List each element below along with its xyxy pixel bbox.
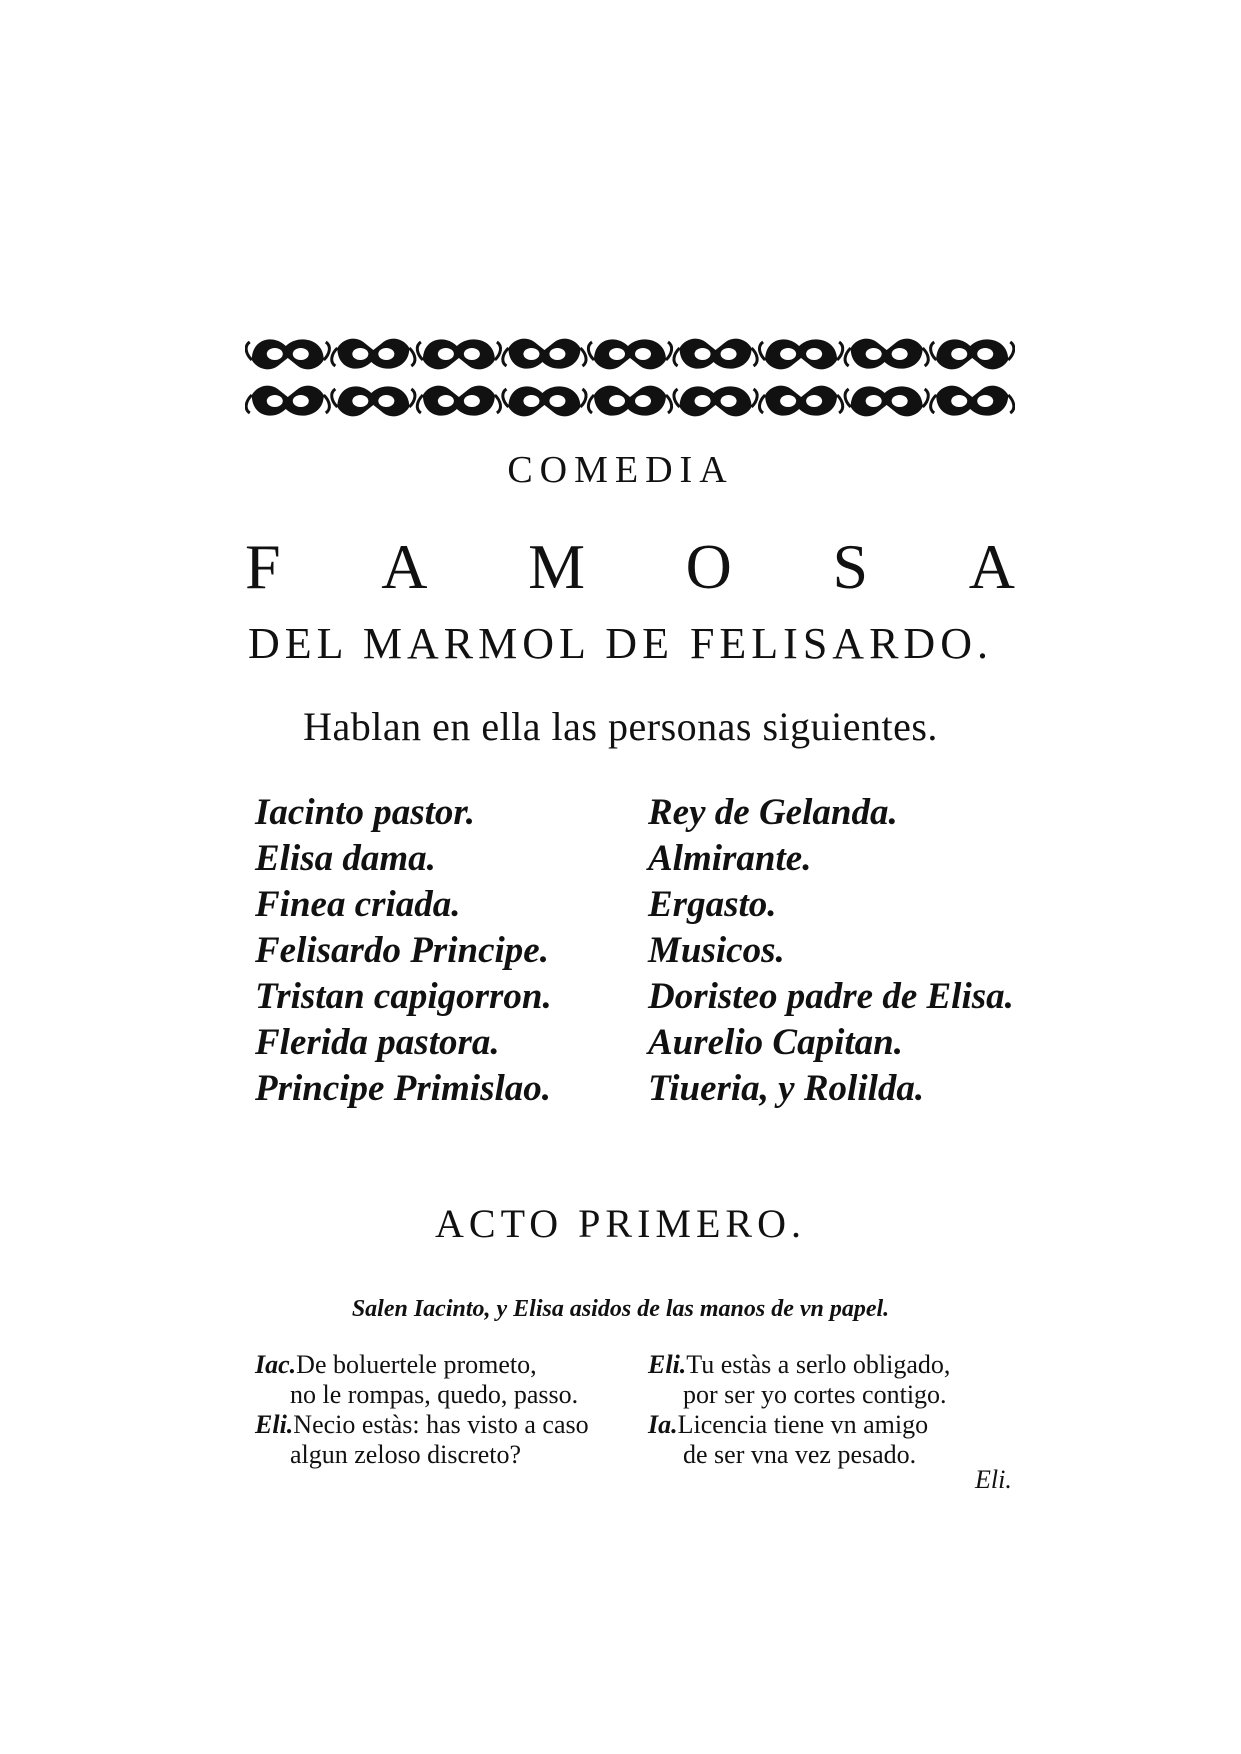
cast-member: Iacinto pastor.: [255, 792, 475, 833]
famosa-letter: F: [245, 531, 281, 602]
cast-member: Flerida pastora.: [255, 1022, 500, 1063]
cast-list-right: [648, 790, 1014, 1112]
speaker-label: Ia.: [648, 1410, 678, 1439]
verse-text: algun zeloso discreto?: [290, 1440, 522, 1469]
title-famosa: [245, 531, 1015, 605]
ornament-knot: [674, 386, 757, 416]
ornament-knot: [332, 339, 415, 369]
verse-text: Tu estàs a serlo obligado,: [686, 1350, 951, 1379]
verse-text: De boluertele prometo,: [296, 1350, 537, 1379]
verse-line: [255, 1440, 589, 1470]
verse-text: Necio estàs: has visto a caso: [293, 1410, 589, 1439]
ornament-knot: [503, 386, 586, 416]
verse-line: [255, 1350, 589, 1380]
ornament-knot: [759, 339, 842, 369]
ornament-knot: [931, 386, 1014, 416]
ornament-knot: [674, 339, 757, 369]
speaker-label: Iac.: [255, 1350, 297, 1379]
ornament-knot: [246, 386, 329, 416]
speaker-label: Eli.: [648, 1350, 687, 1379]
verse-line: [255, 1380, 589, 1410]
dramatis-personae-heading: Hablan en ella las personas siguientes.: [303, 704, 938, 749]
cast-list-left: [255, 790, 552, 1112]
cast-member: Rey de Gelanda.: [648, 792, 898, 833]
verse-text: Licencia tiene vn amigo: [677, 1410, 929, 1439]
cast-member: Felisardo Principe.: [255, 930, 549, 971]
verse-line: [255, 1410, 589, 1440]
ornament-knot: [845, 386, 928, 416]
famosa-letter: O: [685, 531, 732, 602]
verse-line: [648, 1410, 950, 1440]
dialogue-column-left: [255, 1350, 589, 1470]
verse-line: [648, 1350, 950, 1380]
stage-direction: Salen Iacinto, y Elisa asidos de las manos de vn papel.: [351, 1296, 890, 1322]
cast-member: Elisa dama.: [255, 838, 436, 879]
cast-member: Almirante.: [648, 838, 812, 879]
speaker-label: Eli.: [255, 1410, 294, 1439]
ornament-knot: [332, 386, 415, 416]
famosa-letter: A: [968, 531, 1015, 602]
famosa-letter: M: [528, 531, 585, 602]
decorative-border-ornament: [245, 330, 1015, 425]
verse-line: [648, 1440, 950, 1470]
cast-member: Doristeo padre de Elisa.: [648, 976, 1014, 1017]
ornament-knot: [417, 386, 500, 416]
ornament-knot: [246, 339, 329, 369]
title-comedia: COMEDIA: [507, 449, 734, 491]
famosa-letter: A: [381, 531, 428, 602]
verse-text: de ser vna vez pesado.: [683, 1440, 917, 1469]
cast-member: Aurelio Capitan.: [648, 1022, 903, 1063]
ornament-knot: [503, 339, 586, 369]
play-subtitle: DEL MARMOL DE FELISARDO.: [248, 619, 993, 668]
cast-member: Tiueria, y Rolilda.: [648, 1068, 925, 1109]
ornament-knot: [417, 339, 500, 369]
cast-member: Ergasto.: [648, 884, 777, 925]
cast-member: Finea criada.: [255, 884, 461, 925]
verse-line: [648, 1380, 950, 1410]
cast-member: Tristan capigorron.: [255, 976, 552, 1017]
catchword: Eli.: [975, 1465, 1012, 1494]
ornament-knot: [759, 386, 842, 416]
ornament-knot: [931, 339, 1014, 369]
verse-text: no le rompas, quedo, passo.: [290, 1380, 579, 1409]
ornament-knot: [588, 386, 671, 416]
act-title: ACTO PRIMERO.: [435, 1201, 806, 1246]
cast-member: Musicos.: [648, 930, 785, 971]
dialogue-column-right: [648, 1350, 950, 1470]
cast-member: Principe Primislao.: [255, 1068, 551, 1109]
ornament-knot: [588, 339, 671, 369]
verse-text: por ser yo cortes contigo.: [683, 1380, 947, 1409]
ornament-knot: [845, 339, 928, 369]
famosa-letter: S: [832, 531, 869, 602]
